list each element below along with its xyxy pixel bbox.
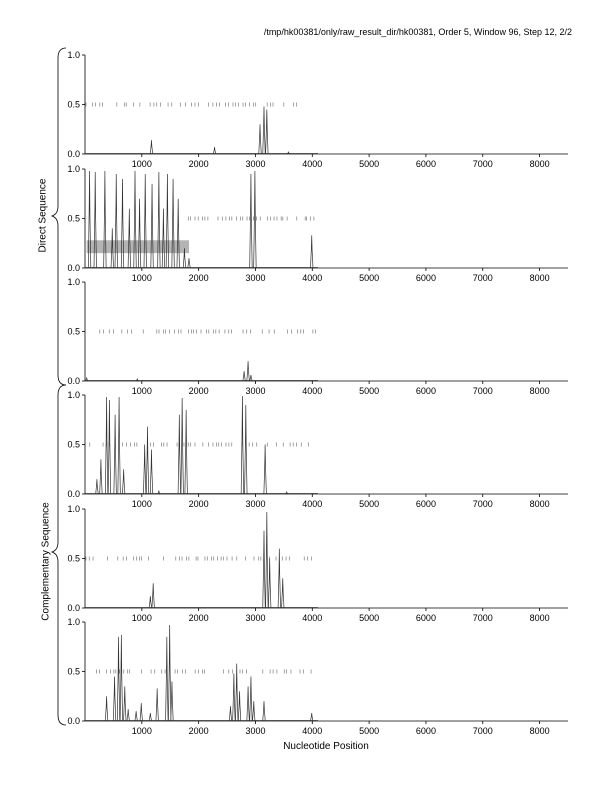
peak-line (158, 172, 161, 268)
x-tick-label: 8000 (529, 386, 550, 396)
y-tick-label: 1.0 (67, 164, 80, 174)
peak-line (177, 199, 180, 268)
x-tick-label: 2000 (188, 726, 209, 736)
y-tick-label: 1.0 (67, 504, 80, 514)
peak-line (178, 415, 181, 494)
peak-line (278, 549, 281, 608)
peak-line (250, 676, 253, 721)
peak-line (151, 184, 154, 268)
complementary-sequence-label: Complementary Sequence (40, 502, 52, 621)
peak-line (156, 688, 159, 721)
peak-line (168, 625, 171, 721)
peak-line (281, 578, 284, 608)
x-tick-label: 2000 (188, 386, 209, 396)
peak-line (266, 109, 269, 154)
x-tick-label: 6000 (415, 159, 436, 169)
peak-line (149, 596, 152, 608)
peak-line (238, 691, 241, 721)
x-tick-label: 5000 (359, 726, 380, 736)
peak-line (172, 179, 175, 268)
peak-line (264, 445, 267, 495)
x-tick-label: 8000 (529, 159, 550, 169)
x-tick-label: 3000 (245, 499, 266, 509)
peak-line (127, 709, 130, 721)
x-tick-label: 4000 (302, 499, 323, 509)
peak-line (115, 174, 118, 268)
x-tick-label: 1000 (131, 613, 152, 623)
x-tick-label: 5000 (359, 613, 380, 623)
x-tick-label: 2000 (188, 273, 209, 283)
x-tick-label: 7000 (472, 499, 493, 509)
x-tick-label: 4000 (302, 613, 323, 623)
y-tick-label: 0.5 (67, 439, 80, 450)
x-tick-label: 1000 (131, 386, 152, 396)
peak-line (181, 398, 184, 494)
peak-line (88, 171, 91, 268)
x-axis-label: Nucleotide Position (283, 741, 369, 752)
peak-line (128, 209, 131, 268)
direct-sequence-label: Direct Sequence (37, 178, 49, 253)
peak-line (243, 371, 246, 381)
peak-line (113, 676, 116, 721)
peak-line (213, 147, 216, 154)
x-tick-label: 5000 (359, 273, 380, 283)
peak-line (235, 664, 238, 721)
x-tick-label: 6000 (415, 386, 436, 396)
peak-line (162, 209, 165, 268)
x-tick-label: 7000 (472, 159, 493, 169)
peak-line (134, 171, 137, 268)
y-tick-label: 0.5 (67, 326, 80, 337)
y-tick-label: 0.5 (67, 213, 80, 224)
x-tick-label: 3000 (245, 386, 266, 396)
peak-line (166, 637, 169, 721)
x-tick-label: 4000 (302, 726, 323, 736)
x-tick-label: 3000 (245, 613, 266, 623)
peak-line (247, 686, 250, 721)
peak-line (105, 696, 108, 721)
y-tick-label: 0.0 (67, 489, 80, 499)
peak-line (122, 469, 125, 494)
peak-line (96, 479, 99, 494)
peak-line (108, 400, 111, 494)
x-tick-label: 2000 (188, 499, 209, 509)
peak-line (233, 673, 236, 721)
x-tick-label: 3000 (245, 159, 266, 169)
panel-2 (67, 164, 568, 283)
x-tick-label: 7000 (472, 273, 493, 283)
y-tick-label: 0.5 (67, 553, 80, 564)
peak-line (100, 459, 103, 494)
peak-line (94, 172, 97, 268)
x-tick-label: 7000 (472, 386, 493, 396)
peak-line (266, 512, 269, 608)
peak-line (146, 427, 149, 494)
x-tick-label: 8000 (529, 726, 550, 736)
peak-line (114, 415, 117, 494)
panel-3 (67, 277, 568, 396)
y-tick-label: 0.0 (67, 376, 80, 386)
complementary-brace (52, 385, 66, 725)
peak-line (104, 171, 107, 268)
x-tick-label: 1000 (131, 159, 152, 169)
peak-line (166, 174, 169, 268)
peak-line (124, 686, 127, 721)
peak-line (135, 711, 138, 721)
peak-line (117, 637, 120, 721)
peak-line (152, 583, 155, 608)
y-tick-label: 0.5 (67, 666, 80, 677)
peak-line (185, 410, 188, 494)
x-tick-label: 6000 (415, 273, 436, 283)
peak-line (263, 106, 266, 154)
peak-line (150, 449, 153, 494)
peak-line (254, 171, 257, 268)
x-tick-label: 7000 (472, 726, 493, 736)
x-tick-label: 2000 (188, 159, 209, 169)
peak-line (250, 174, 253, 268)
panel-1 (67, 50, 568, 169)
panel-4 (67, 390, 568, 509)
x-tick-label: 6000 (415, 613, 436, 623)
x-tick-label: 4000 (302, 273, 323, 283)
y-tick-label: 0.0 (67, 263, 80, 273)
x-tick-label: 7000 (472, 613, 493, 623)
peak-line (138, 199, 141, 268)
y-tick-label: 1.0 (67, 277, 80, 287)
peak-line (268, 559, 271, 609)
peak-line (259, 124, 262, 154)
y-tick-label: 1.0 (67, 390, 80, 400)
x-tick-label: 4000 (302, 386, 323, 396)
y-tick-label: 1.0 (67, 50, 80, 60)
peak-line (143, 445, 146, 495)
peak-line (263, 701, 266, 721)
x-tick-label: 8000 (529, 613, 550, 623)
peak-line (247, 361, 250, 381)
x-tick-label: 8000 (529, 273, 550, 283)
x-tick-label: 5000 (359, 386, 380, 396)
peak-line (144, 174, 147, 268)
peak-line (310, 713, 313, 721)
y-tick-label: 0.0 (67, 149, 80, 159)
peak-line (253, 701, 256, 721)
peak-line (149, 713, 152, 721)
peak-line (121, 179, 124, 268)
x-tick-label: 2000 (188, 613, 209, 623)
x-tick-label: 8000 (529, 499, 550, 509)
chart-title: /tmp/hk00381/only/raw_result_dir/hk00381, Order 5, Window 96, Step 12, 2/2 (263, 27, 572, 37)
peak-line (241, 396, 244, 494)
x-tick-label: 3000 (245, 726, 266, 736)
x-tick-label: 6000 (415, 726, 436, 736)
peak-line (188, 258, 191, 268)
y-tick-label: 1.0 (67, 617, 80, 627)
y-tick-label: 0.0 (67, 603, 80, 613)
y-tick-label: 0.0 (67, 716, 80, 726)
peak-line (263, 531, 266, 608)
x-tick-label: 5000 (359, 499, 380, 509)
x-tick-label: 6000 (415, 499, 436, 509)
x-tick-label: 5000 (359, 159, 380, 169)
peak-line (310, 235, 313, 268)
x-tick-label: 1000 (131, 499, 152, 509)
panel-5 (67, 504, 568, 623)
peak-line (118, 397, 121, 494)
x-tick-label: 3000 (245, 273, 266, 283)
x-tick-label: 1000 (131, 273, 152, 283)
x-tick-label: 4000 (302, 159, 323, 169)
peak-line (150, 140, 153, 154)
panel-6 (67, 617, 568, 736)
y-tick-label: 0.5 (67, 99, 80, 110)
direct-brace (52, 48, 66, 385)
peak-line (245, 405, 248, 494)
peak-line (171, 681, 174, 721)
peak-line (120, 635, 123, 721)
x-tick-label: 1000 (131, 726, 152, 736)
peak-line (229, 706, 232, 721)
peak-line (140, 703, 143, 721)
